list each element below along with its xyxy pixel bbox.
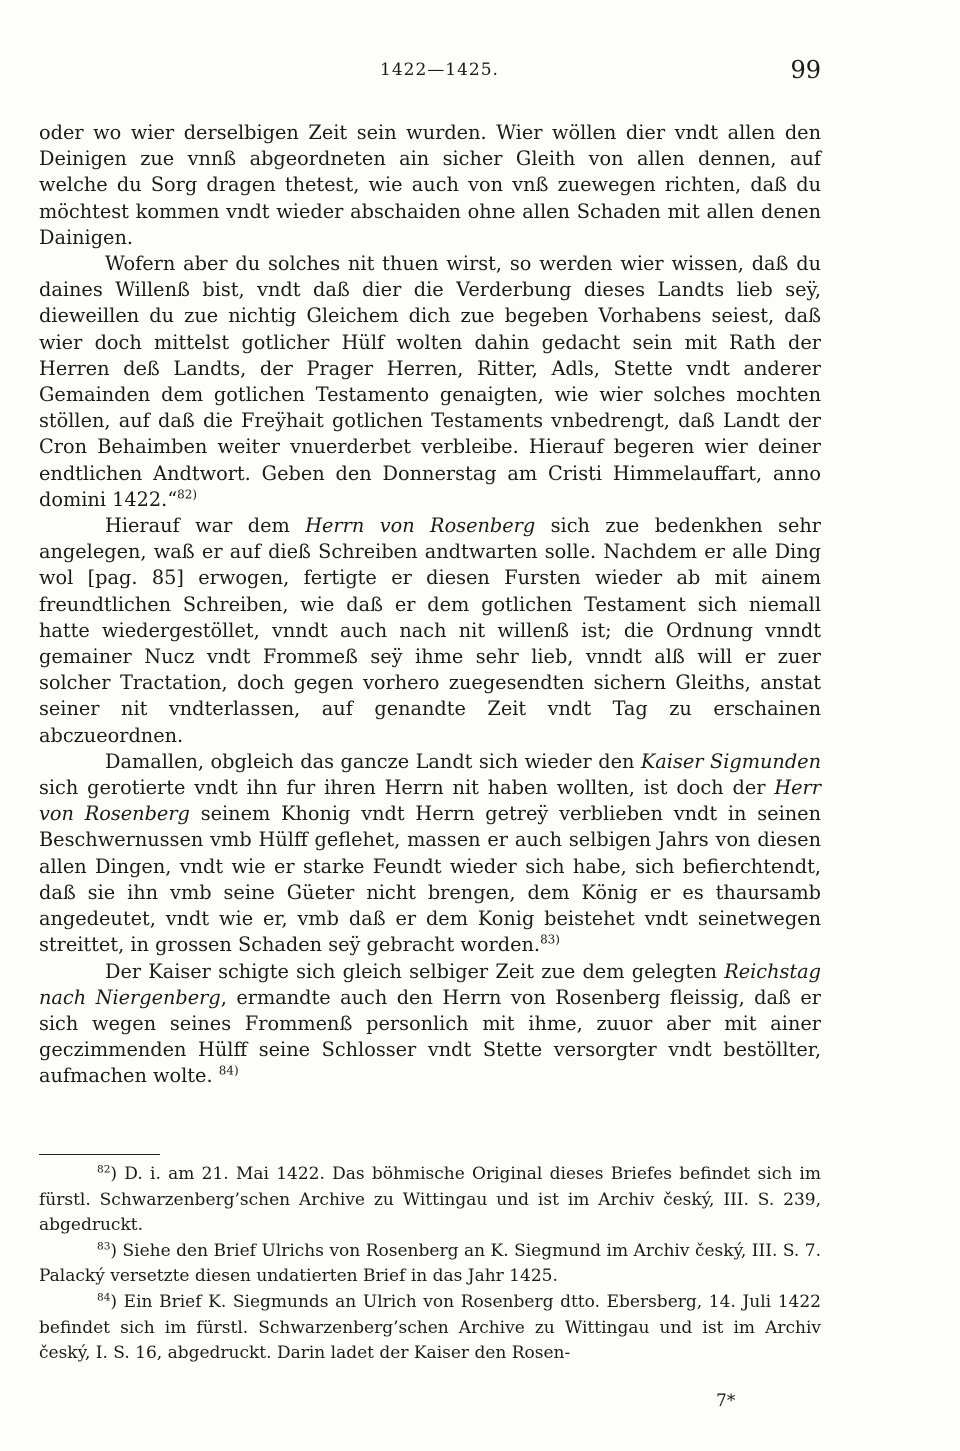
paragraph-5-italic-reichstag: Reichstag nach Niergenberg — [39, 959, 821, 1009]
footnote-ref-82 — [177, 487, 197, 501]
footnote-ref-82-number: 82 — [177, 487, 193, 502]
footnote-ref-83-paren: ) — [555, 932, 560, 947]
paragraph-4-italic-herr: Herr von Rosenberg — [39, 776, 821, 826]
paragraph-3 — [39, 513, 821, 749]
year-range-heading: 1422—1425. — [380, 60, 499, 80]
footnote-ref-83-number: 83 — [540, 932, 556, 947]
footnote-82 — [39, 1162, 821, 1239]
footnote-82-number: 82 — [97, 1163, 111, 1176]
paragraph-2-text: Wofern aber du solches nit thuen wirst, so werden wier wissen, daß du daines Willenß bist, vndt daß dier die Verderbung dieses Landts lieb seÿ, dieweillen du zue nichtig Gleichem dich zue begeben Vorhabens seiest, daß wier doch mittelst gotlicher Hülf wolten dahin gedacht sein mit Rath der Herren deß Landts, der Prager Herren, Ritter, Adls, Stette vndt anderer Gemainden dem gotlichen Testamento genaigten, wie wier solches mochten stöllen, auf daß die Freÿhait gotlichen Testaments vnbedrengt, daß Landt der Cron Behaimben weiter vnuerderbet verbleibe. Hierauf begeren wier deiner endtlichen Andtwort. Geben den Donnerstag am Cristi Himmelauffart, anno domini 1422.“ — [39, 252, 821, 511]
footnote-83-number: 83 — [97, 1240, 111, 1253]
footnote-ref-84 — [219, 1064, 239, 1078]
footnotes — [39, 1162, 821, 1367]
footnote-ref-83 — [540, 933, 560, 947]
main-text — [39, 120, 821, 1090]
paragraph-3-text-b: sich zue bedenkhen sehr angelegen, waß er auf dieß Schreiben andtwarten solle. Nachdem er alle Ding wol [pag. 85] erwogen, fertigte er diesen Fursten wieder ab mit ainem freundtlichen Schreiben, wie daß er dem gotlichen Testament sich niemall hatte wiedergestöllet, vnndt auch nach nit willenß ist; die Ordnung vnndt gemainer Nucz vndt Frommeß seÿ ihme sehr lieb, vnndt alß will er zuer solcher Tractation, doch gegen vorhero zuegesendten sichern Gleiths, anstat seiner nit vndterlassen, auf genandte Zeit vndt Tag zu erschainen abczueordnen. — [39, 514, 821, 747]
footnote-separator — [39, 1154, 160, 1155]
paragraph-4-text-b: sich gerotierte vndt ihn fur ihren Herrn nit haben wollten, ist doch der — [39, 776, 775, 800]
footnote-83 — [39, 1239, 821, 1290]
footnote-82-text: ) D. i. am 21. Mai 1422. Das böhmische Original dieses Briefes befindet sich im fürstl. Schwarzenberg’schen Archive zu Wittingau und ist im Archiv český, III. S. 239, abgedruckt. — [39, 1164, 821, 1236]
paragraph-5 — [39, 959, 821, 1090]
page-number: 99 — [790, 56, 821, 84]
footnote-84-number: 84 — [97, 1291, 111, 1304]
paragraph-5-text-b: , ermandte auch den Herrn von Rosenberg fleissig, daß er sich wegen seines Frommenß personlich mit ihme, zuuor aber mit ainer geczimmenden Hülff seine Schlosser vndt Stette versorgter vndt bestöllter, aufmachen wolte. — [39, 985, 821, 1088]
paragraph-5-text-a: Der Kaiser schigte sich gleich selbiger Zeit zue dem gelegten — [105, 959, 725, 983]
paragraph-4-text-a: Damallen, obgleich das gancze Landt sich wieder den — [105, 749, 641, 773]
paragraph-2 — [39, 251, 821, 513]
footnote-ref-84-paren: ) — [233, 1063, 239, 1078]
running-head — [0, 56, 960, 86]
paragraph-4 — [39, 749, 821, 959]
footnote-83-text: ) Siehe den Brief Ulrichs von Rosenberg an K. Siegmund im Archiv český, III. S. 7. Palacký versetzte diesen undatierten Brief in das Jahr 1425. — [39, 1240, 821, 1287]
printer-signature-mark: 7* — [716, 1391, 736, 1411]
footnote-84 — [39, 1290, 821, 1367]
footnote-ref-84-number: 84 — [218, 1063, 234, 1078]
paragraph-4-text-c: seinem Khonig vndt Herrn getreÿ verblieben vndt in seinen Beschwernussen vmb Hülff geflehet, massen er auch selbigen Jahrs von diesen allen Dingen, vndt wie er starke Feundt wieder sich habe, sich befierchtendt, daß sie ihn vmb seine Güeter nicht brengen, dem König er es thaursamb angedeutet, vndt wie er, vmb daß er dem Konig beistehet vndt seinetwegen streittet, in grossen Schaden seÿ gebracht worden. — [39, 802, 821, 957]
paragraph-1-text: oder wo wier derselbigen Zeit sein wurden. Wier wöllen dier vndt allen den Deinigen zue vnnß abgeordneten ain sicher Gleith von allen dennen, auf welche du Sorg dragen thetest, wie auch von vnß zuewegen richten, daß du möchtest kommen vndt wieder abschaiden ohne allen Schaden mit allen denen Dainigen. — [39, 121, 821, 249]
paragraph-3-text-a: Hierauf war dem — [105, 514, 306, 538]
paragraph-4-italic-kaiser: Kaiser Sigmunden — [640, 749, 821, 773]
paragraph-3-italic-name: Herrn von Rosenberg — [305, 514, 536, 538]
footnote-ref-82-paren: ) — [192, 487, 198, 502]
footnote-84-text: ) Ein Brief K. Siegmunds an Ulrich von Rosenberg dtto. Ebersberg, 14. Juli 1422 befindet sich im fürstl. Schwarzenberg’schen Archive zu Wittingau und ist im Archiv český, I. S. 16, abgedruckt. Darin ladet der Kaiser den Rosen- — [39, 1291, 821, 1364]
paragraph-1 — [39, 120, 821, 251]
